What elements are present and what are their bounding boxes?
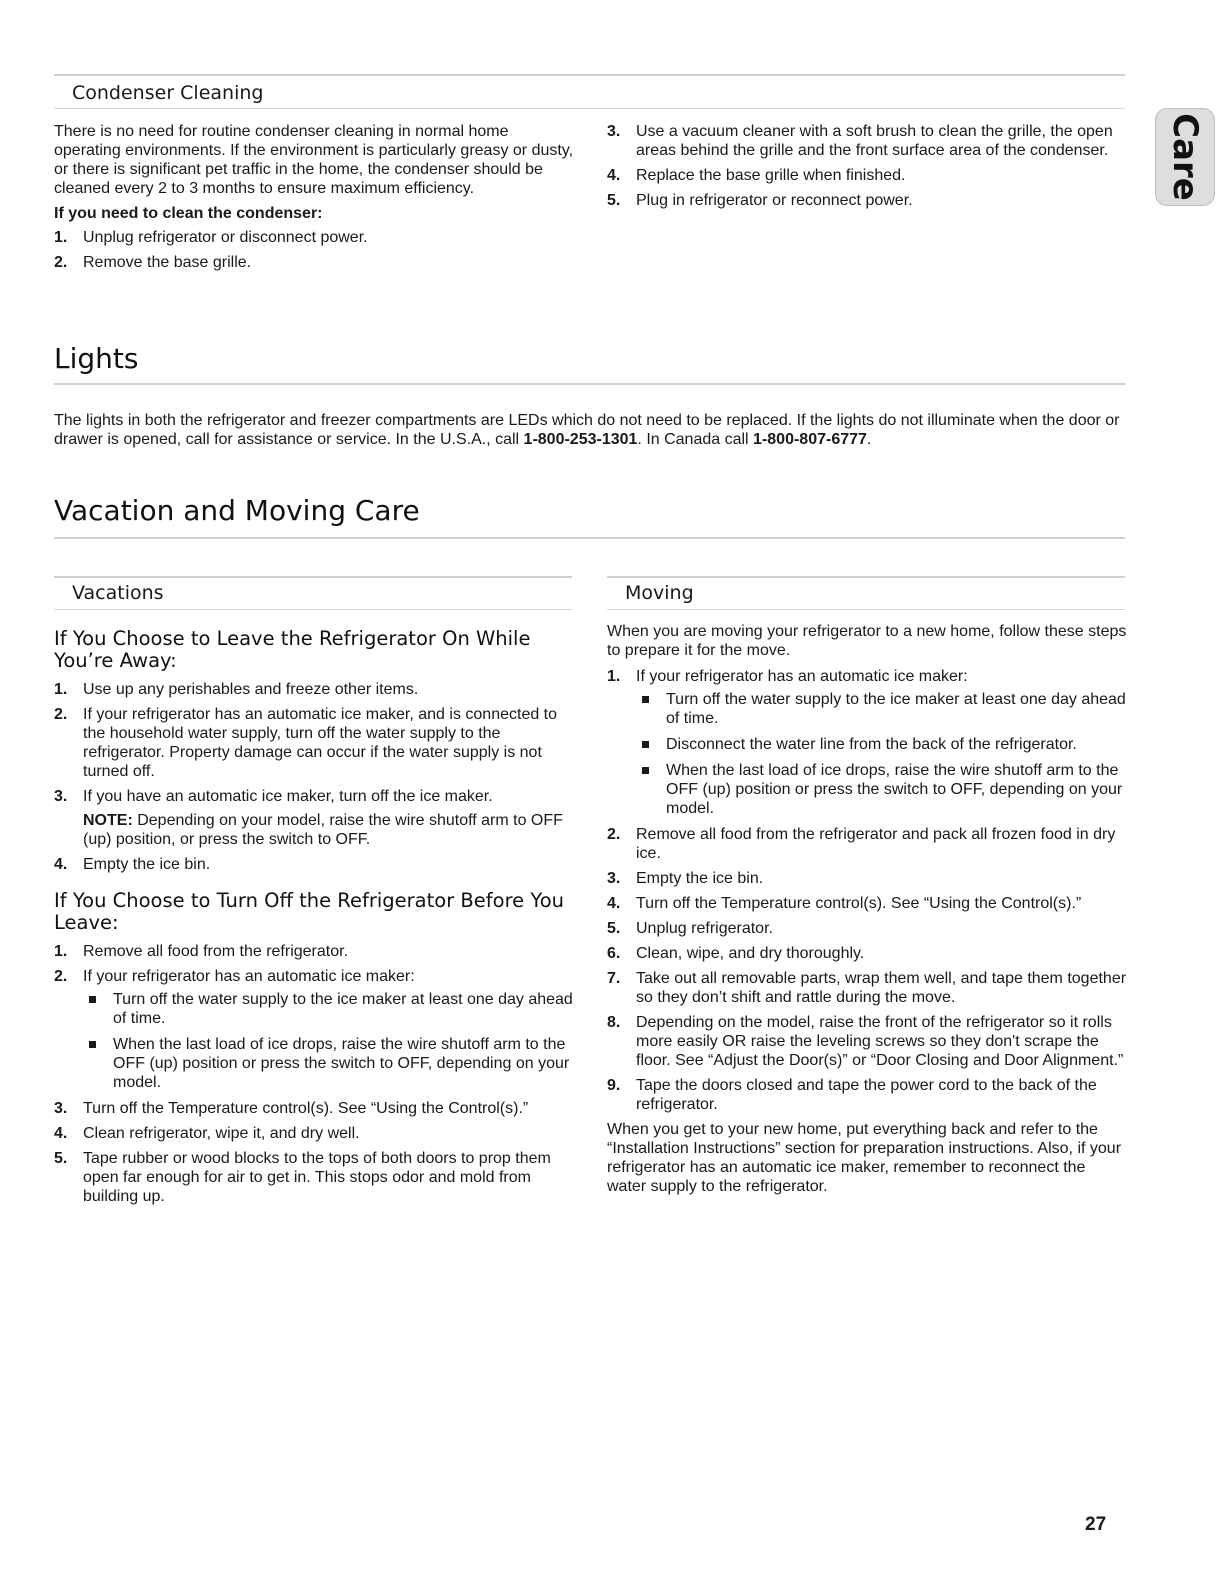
list-item: 4. Turn off the Temperature control(s). See “Using the Control(s).” — [607, 895, 1082, 912]
list-item: 2. If your refrigerator has an automatic ice maker, and is connected to the household water supply, turn off the water supply to the refrigerator. Property damage can occur if the water supply is not turned off. — [54, 706, 558, 780]
list-item: 5. Tape rubber or wood blocks to the tops of both doors to prop them open far enough for air to get in. This stops odor and mold from building up. — [54, 1150, 551, 1205]
list-item: 5. Plug in refrigerator or reconnect power. — [607, 192, 913, 209]
moving-closing: When you get to your new home, put everything back and refer to the “Installation Instructions” section for preparation instructions. Also, if your refrigerator has an automatic ice maker, remember to reconnect the water supply to the refrigerator. — [607, 1121, 1122, 1195]
list-item: 4. Empty the ice bin. — [54, 856, 211, 873]
lights-heading: Lights — [54, 342, 139, 375]
care-tab-label: Care — [1165, 113, 1205, 201]
leave-on-steps — [54, 680, 574, 874]
moving-bottom-rule — [607, 609, 1125, 610]
condenser-left-column — [54, 122, 574, 278]
list-item: 3. If you have an automatic ice maker, turn off the ice maker. NOTE: Depending on your model, raise the wire shutoff arm to OFF (up) position, or press the switch to OFF. — [54, 787, 574, 849]
list-item: 6. Clean, wipe, and dry thoroughly. — [607, 945, 865, 962]
list-item: 3. Use a vacuum cleaner with a soft brush to clean the grille, the open areas behind the grille and the front surface area of the condenser. — [607, 123, 1113, 159]
list-item: 1. Remove all food from the refrigerator. — [54, 943, 349, 960]
list-item: 9. Tape the doors closed and tape the power cord to the back of the refrigerator. — [607, 1077, 1097, 1113]
list-item: 1. Unplug refrigerator or disconnect power. — [54, 229, 368, 246]
moving-bullets — [636, 690, 1127, 818]
list-item: 4. Clean refrigerator, wipe it, and dry well. — [54, 1125, 360, 1142]
leave-on-heading: If You Choose to Leave the Refrigerator On While You’re Away: — [54, 627, 531, 672]
list-item: 1. If your refrigerator has an automatic ice maker: Turn off the water supply to the ice maker at least one day ahead of time. Disconnect the water line from the back of the refrigerator. When the last load of ice drops, raise the wire shutoff arm to the OFF (up) position or press the switch to OFF, depending on your model. — [607, 668, 1126, 817]
condenser-heading: Condenser Cleaning — [72, 82, 264, 104]
vacations-bottom-rule — [54, 609, 572, 610]
condenser-top-rule — [54, 74, 1125, 76]
lights-rule — [54, 383, 1125, 385]
turn-off-steps — [54, 942, 574, 1206]
vacation-moving-heading: Vacation and Moving Care — [54, 494, 420, 527]
care-section-tab — [1155, 108, 1215, 206]
moving-column — [607, 622, 1127, 1196]
vacations-column — [54, 628, 574, 1212]
ice-maker-note: NOTE: Depending on your model, raise the wire shutoff arm to OFF (up) position, or press the switch to OFF. — [83, 812, 563, 848]
page-number: 27 — [1085, 1514, 1107, 1535]
moving-heading: Moving — [625, 582, 694, 604]
turn-off-bullets — [83, 990, 574, 1092]
list-item: 1. Use up any perishables and freeze other items. — [54, 681, 419, 698]
condenser-steps-right — [607, 122, 1127, 210]
condenser-right-column — [607, 122, 1127, 216]
moving-steps — [607, 667, 1127, 1114]
condenser-intro: There is no need for routine condenser cleaning in normal home operating environments. If the environment is particularly greasy or dusty, or there is significant pet traffic in the home, the condenser should be cleaned every 2 to 3 months to ensure maximum efficiency. — [54, 123, 574, 197]
bullet-item: When the last load of ice drops, raise the wire shutoff arm to the OFF (up) position or press the switch to OFF, depending on your model. — [83, 1035, 574, 1092]
bullet-item: When the last load of ice drops, raise the wire shutoff arm to the OFF (up) position or press the switch to OFF, depending on your model. — [636, 761, 1127, 818]
bullet-item: Turn off the water supply to the ice maker at least one day ahead of time. — [83, 990, 574, 1028]
list-item: 2. Remove all food from the refrigerator and pack all frozen food in dry ice. — [607, 826, 1116, 862]
phone-us: 1-800-253-1301 — [523, 431, 638, 448]
moving-intro: When you are moving your refrigerator to a new home, follow these steps to prepare it for the move. — [607, 623, 1127, 659]
moving-top-rule — [607, 576, 1125, 578]
list-item: 3. Turn off the Temperature control(s). See “Using the Control(s).” — [54, 1100, 529, 1117]
bullet-item: Turn off the water supply to the ice maker at least one day ahead of time. — [636, 690, 1127, 728]
list-item: 8. Depending on the model, raise the front of the refrigerator so it rolls more easily OR raise the leveling screws so they don't scrape the floor. See “Adjust the Door(s)” or “Door Closing and Door Alignment.” — [607, 1014, 1124, 1069]
vacation-moving-rule — [54, 537, 1125, 539]
list-item: 4. Replace the base grille when finished. — [607, 167, 906, 184]
list-item: 2. If your refrigerator has an automatic ice maker: Turn off the water supply to the ice maker at least one day ahead of time. When the last load of ice drops, raise the wire shutoff arm to the OFF (up) position or press the switch to OFF, depending on your model. — [54, 968, 573, 1091]
vacations-heading: Vacations — [72, 582, 164, 604]
bullet-item: Disconnect the water line from the back of the refrigerator. — [636, 735, 1127, 754]
list-item: 2. Remove the base grille. — [54, 254, 252, 271]
condenser-bottom-rule — [54, 108, 1125, 109]
vacations-top-rule — [54, 576, 572, 578]
condenser-steps-left — [54, 228, 574, 272]
list-item: 7. Take out all removable parts, wrap them well, and tape them together so they don’t shift and rattle during the move. — [607, 970, 1127, 1006]
turn-off-heading: If You Choose to Turn Off the Refrigerator Before You Leave: — [54, 889, 564, 934]
list-item: 3. Empty the ice bin. — [607, 870, 764, 887]
phone-canada: 1-800-807-6777 — [753, 431, 867, 448]
list-item: 5. Unplug refrigerator. — [607, 920, 773, 937]
lights-text: The lights in both the refrigerator and freezer compartments are LEDs which do not need to be replaced. If the lights do not illuminate when the door or drawer is opened, call for assistance or service. In the U.S.A., call 1-800-253-1301. In Canada call 1-800-807-6777. — [54, 412, 1120, 448]
condenser-subheading: If you need to clean the condenser: — [54, 205, 323, 222]
